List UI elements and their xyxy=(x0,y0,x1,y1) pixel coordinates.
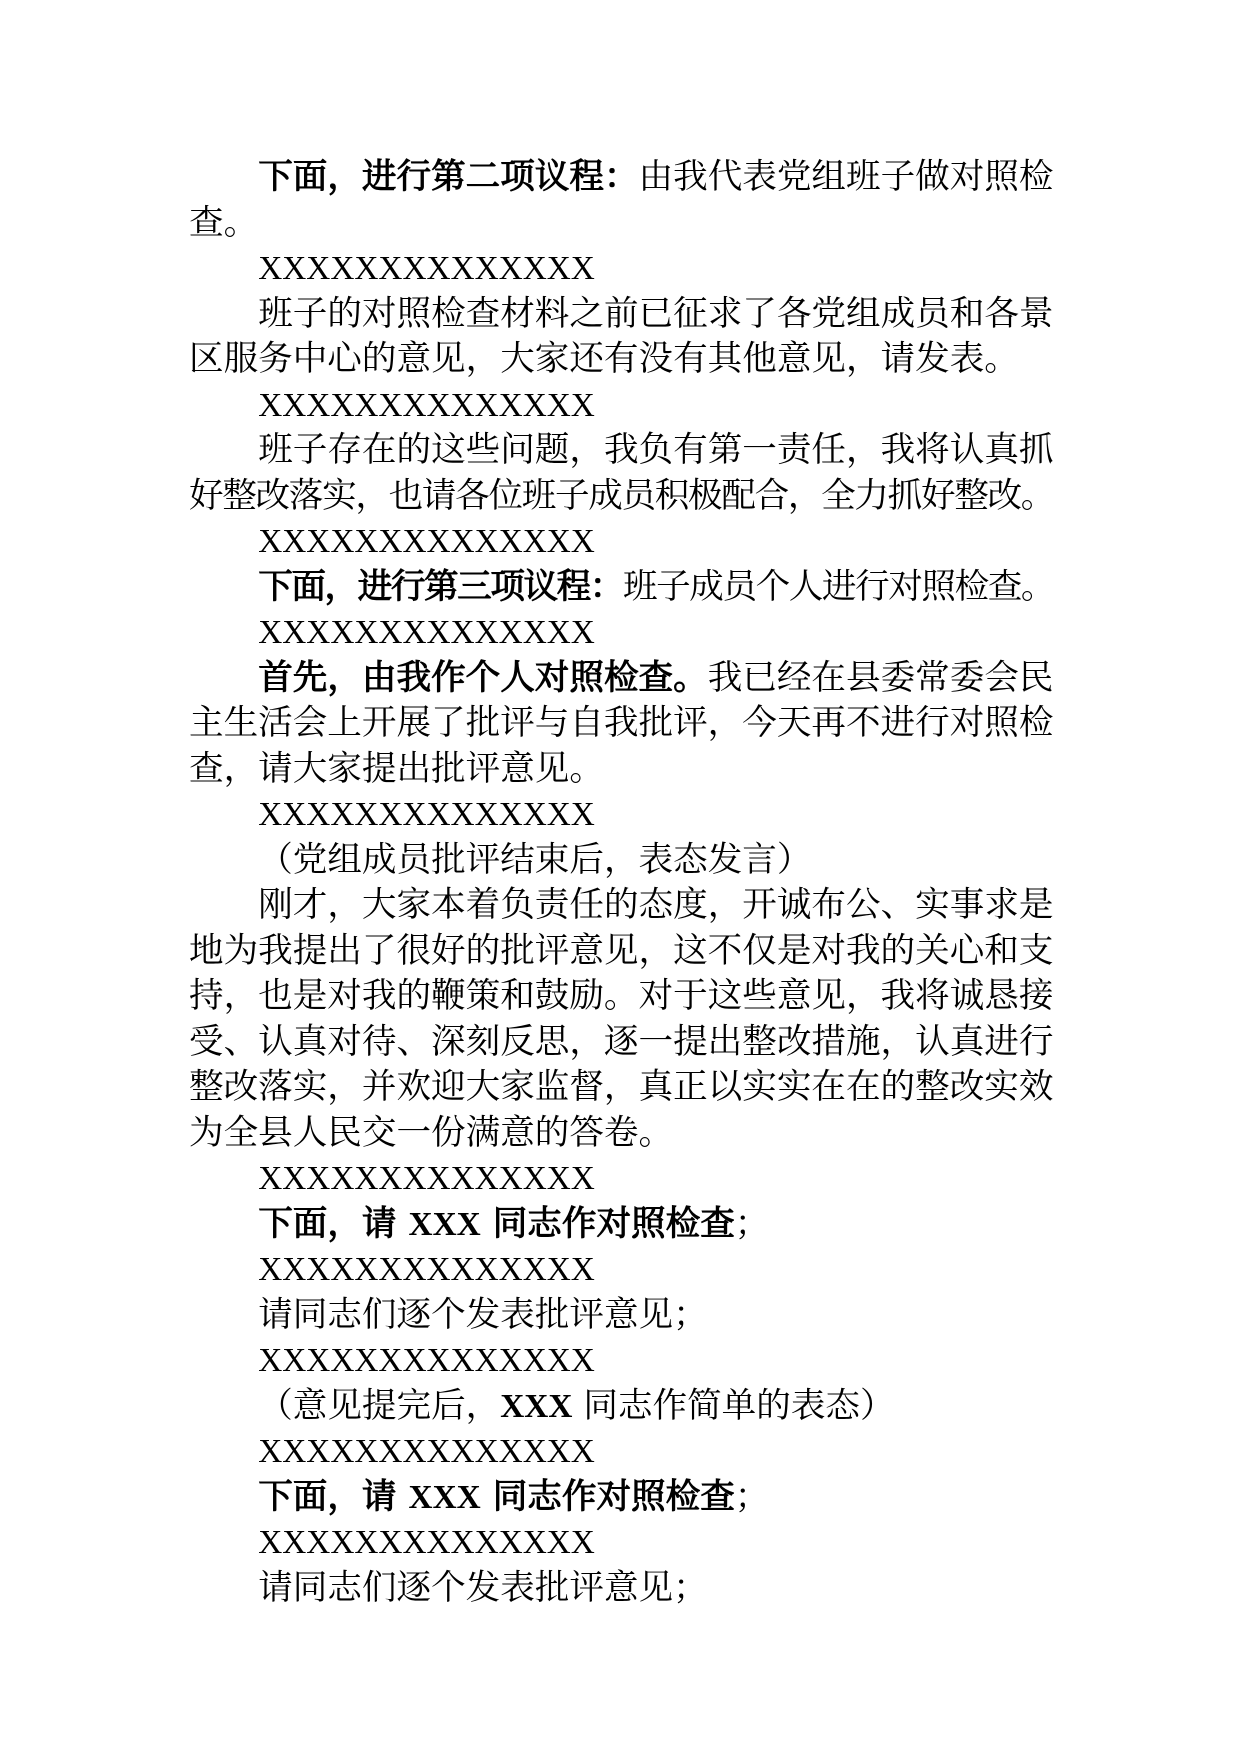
paragraph xyxy=(189,565,1055,611)
text-line xyxy=(189,474,1055,520)
text-run: 同志作简单的表态） xyxy=(572,1385,895,1426)
text-line xyxy=(189,1429,1055,1475)
text-line xyxy=(189,1566,1055,1612)
text-line xyxy=(189,428,1055,474)
text-line xyxy=(189,565,1055,611)
placeholder-text: XXXXXXXXXXXXXX xyxy=(258,1524,595,1561)
text-run: 为全县人民交一份满意的答卷。 xyxy=(189,1112,674,1153)
placeholder-name: XXX xyxy=(500,1387,573,1425)
text-run: 主生活会上开展了批评与自我批评，今天再不进行对照检 xyxy=(189,703,1054,743)
text-line xyxy=(189,610,1055,656)
text-run: ； xyxy=(734,1476,770,1517)
paragraph xyxy=(189,1520,1055,1566)
paragraph xyxy=(189,656,1055,793)
text-line xyxy=(189,1293,1055,1339)
placeholder-name: XXX xyxy=(408,1478,481,1516)
text-line xyxy=(189,1475,1055,1521)
text-run: 地为我提出了很好的批评意见，这不仅是对我的关心和支 xyxy=(189,930,1054,971)
paragraph xyxy=(189,1475,1055,1521)
text-line xyxy=(189,201,1055,247)
text-run: 由我代表党组班子做对照检 xyxy=(638,157,1054,197)
text-line xyxy=(189,883,1055,929)
bold-text-run: 同志作对照检查 xyxy=(480,1476,735,1517)
paragraph xyxy=(189,792,1055,838)
placeholder-text: XXXXXXXXXXXXXX xyxy=(258,796,595,833)
placeholder-text: XXXXXXXXXXXXXX xyxy=(258,1342,595,1379)
text-run: 持，也是对我的鞭策和鼓励。对于这些意见，我将诚恳接 xyxy=(189,976,1054,1016)
placeholder-text: XXXXXXXXXXXXXX xyxy=(258,614,595,651)
placeholder-name: XXX xyxy=(408,1205,481,1243)
text-line xyxy=(189,519,1055,565)
paragraph xyxy=(189,1202,1055,1248)
paragraph xyxy=(189,1156,1055,1202)
paragraph xyxy=(189,1384,1055,1430)
placeholder-text: XXXXXXXXXXXXXX xyxy=(258,1160,595,1197)
text-line xyxy=(189,838,1055,884)
paragraph xyxy=(189,1566,1055,1612)
placeholder-text: XXXXXXXXXXXXXX xyxy=(258,1251,595,1288)
text-line xyxy=(189,1247,1055,1293)
bold-text-run: 下面，请 xyxy=(258,1203,409,1244)
text-line xyxy=(189,1520,1055,1566)
text-line xyxy=(189,792,1055,838)
text-line xyxy=(189,1065,1055,1111)
text-line xyxy=(189,747,1055,793)
paragraph xyxy=(189,838,1055,884)
bold-text-run: 下面，进行第二项议程： xyxy=(258,157,639,197)
text-run: 好整改落实，也请各位班子成员积极配合，全力抓好整改。 xyxy=(189,475,1055,516)
text-line xyxy=(189,1156,1055,1202)
text-line xyxy=(189,383,1055,429)
paragraph xyxy=(189,610,1055,656)
text-run: 整改落实，并欢迎大家监督，真正以实实在在的整改实效 xyxy=(189,1067,1054,1107)
text-run: 查，请大家提出批评意见。 xyxy=(189,748,604,789)
text-line xyxy=(189,974,1055,1020)
bold-text-run: 同志作对照检查 xyxy=(480,1203,735,1244)
text-run: 受、认真对待、深刻反思，逐一提出整改措施，认真进行 xyxy=(189,1021,1054,1062)
paragraph xyxy=(189,428,1055,519)
text-run: 请同志们逐个发表批评意见； xyxy=(258,1567,708,1608)
text-line xyxy=(189,1020,1055,1066)
text-run: 区服务中心的意见，大家还有没有其他意见，请发表。 xyxy=(189,339,1019,379)
placeholder-text: XXXXXXXXXXXXXX xyxy=(258,250,595,287)
paragraph xyxy=(189,883,1055,1156)
text-run: （意见提完后， xyxy=(258,1385,501,1426)
text-line xyxy=(189,1111,1055,1157)
text-line xyxy=(189,1384,1055,1430)
paragraph xyxy=(189,1293,1055,1339)
paragraph xyxy=(189,1338,1055,1384)
paragraph xyxy=(189,292,1055,383)
text-line xyxy=(189,929,1055,975)
text-line xyxy=(189,701,1055,747)
text-run: 查。 xyxy=(189,202,259,243)
placeholder-text: XXXXXXXXXXXXXX xyxy=(258,523,595,560)
text-run: 班子成员个人进行对照检查。 xyxy=(622,566,1055,607)
text-line xyxy=(189,292,1055,338)
text-line xyxy=(189,155,1055,201)
text-line xyxy=(189,337,1055,383)
text-line xyxy=(189,246,1055,292)
text-run: （党组成员批评结束后，表态发言） xyxy=(258,839,812,880)
paragraph xyxy=(189,1429,1055,1475)
text-run: ； xyxy=(734,1203,770,1244)
text-line xyxy=(189,1338,1055,1384)
paragraph xyxy=(189,155,1055,246)
bold-text-run: 下面，进行第三项议程： xyxy=(258,566,623,607)
bold-text-run: 下面，请 xyxy=(258,1476,409,1517)
text-run: 班子的对照检查材料之前已征求了各党组成员和各景 xyxy=(258,293,1054,334)
text-run: 我已经在县委常委会民 xyxy=(707,657,1054,698)
paragraph xyxy=(189,383,1055,429)
text-run: 班子存在的这些问题，我负有第一责任，我将认真抓 xyxy=(258,430,1054,470)
paragraph xyxy=(189,1247,1055,1293)
bold-text-run: 首先，由我作个人对照检查。 xyxy=(258,657,708,698)
text-run: 请同志们逐个发表批评意见； xyxy=(258,1294,708,1335)
placeholder-text: XXXXXXXXXXXXXX xyxy=(258,386,595,424)
text-line xyxy=(189,656,1055,702)
paragraph xyxy=(189,246,1055,292)
text-run: 刚才，大家本着负责任的态度，开诚布公、实事求是 xyxy=(258,885,1054,925)
placeholder-text: XXXXXXXXXXXXXX xyxy=(258,1433,595,1470)
text-line xyxy=(189,1202,1055,1248)
document-body xyxy=(189,155,1055,1611)
paragraph xyxy=(189,519,1055,565)
